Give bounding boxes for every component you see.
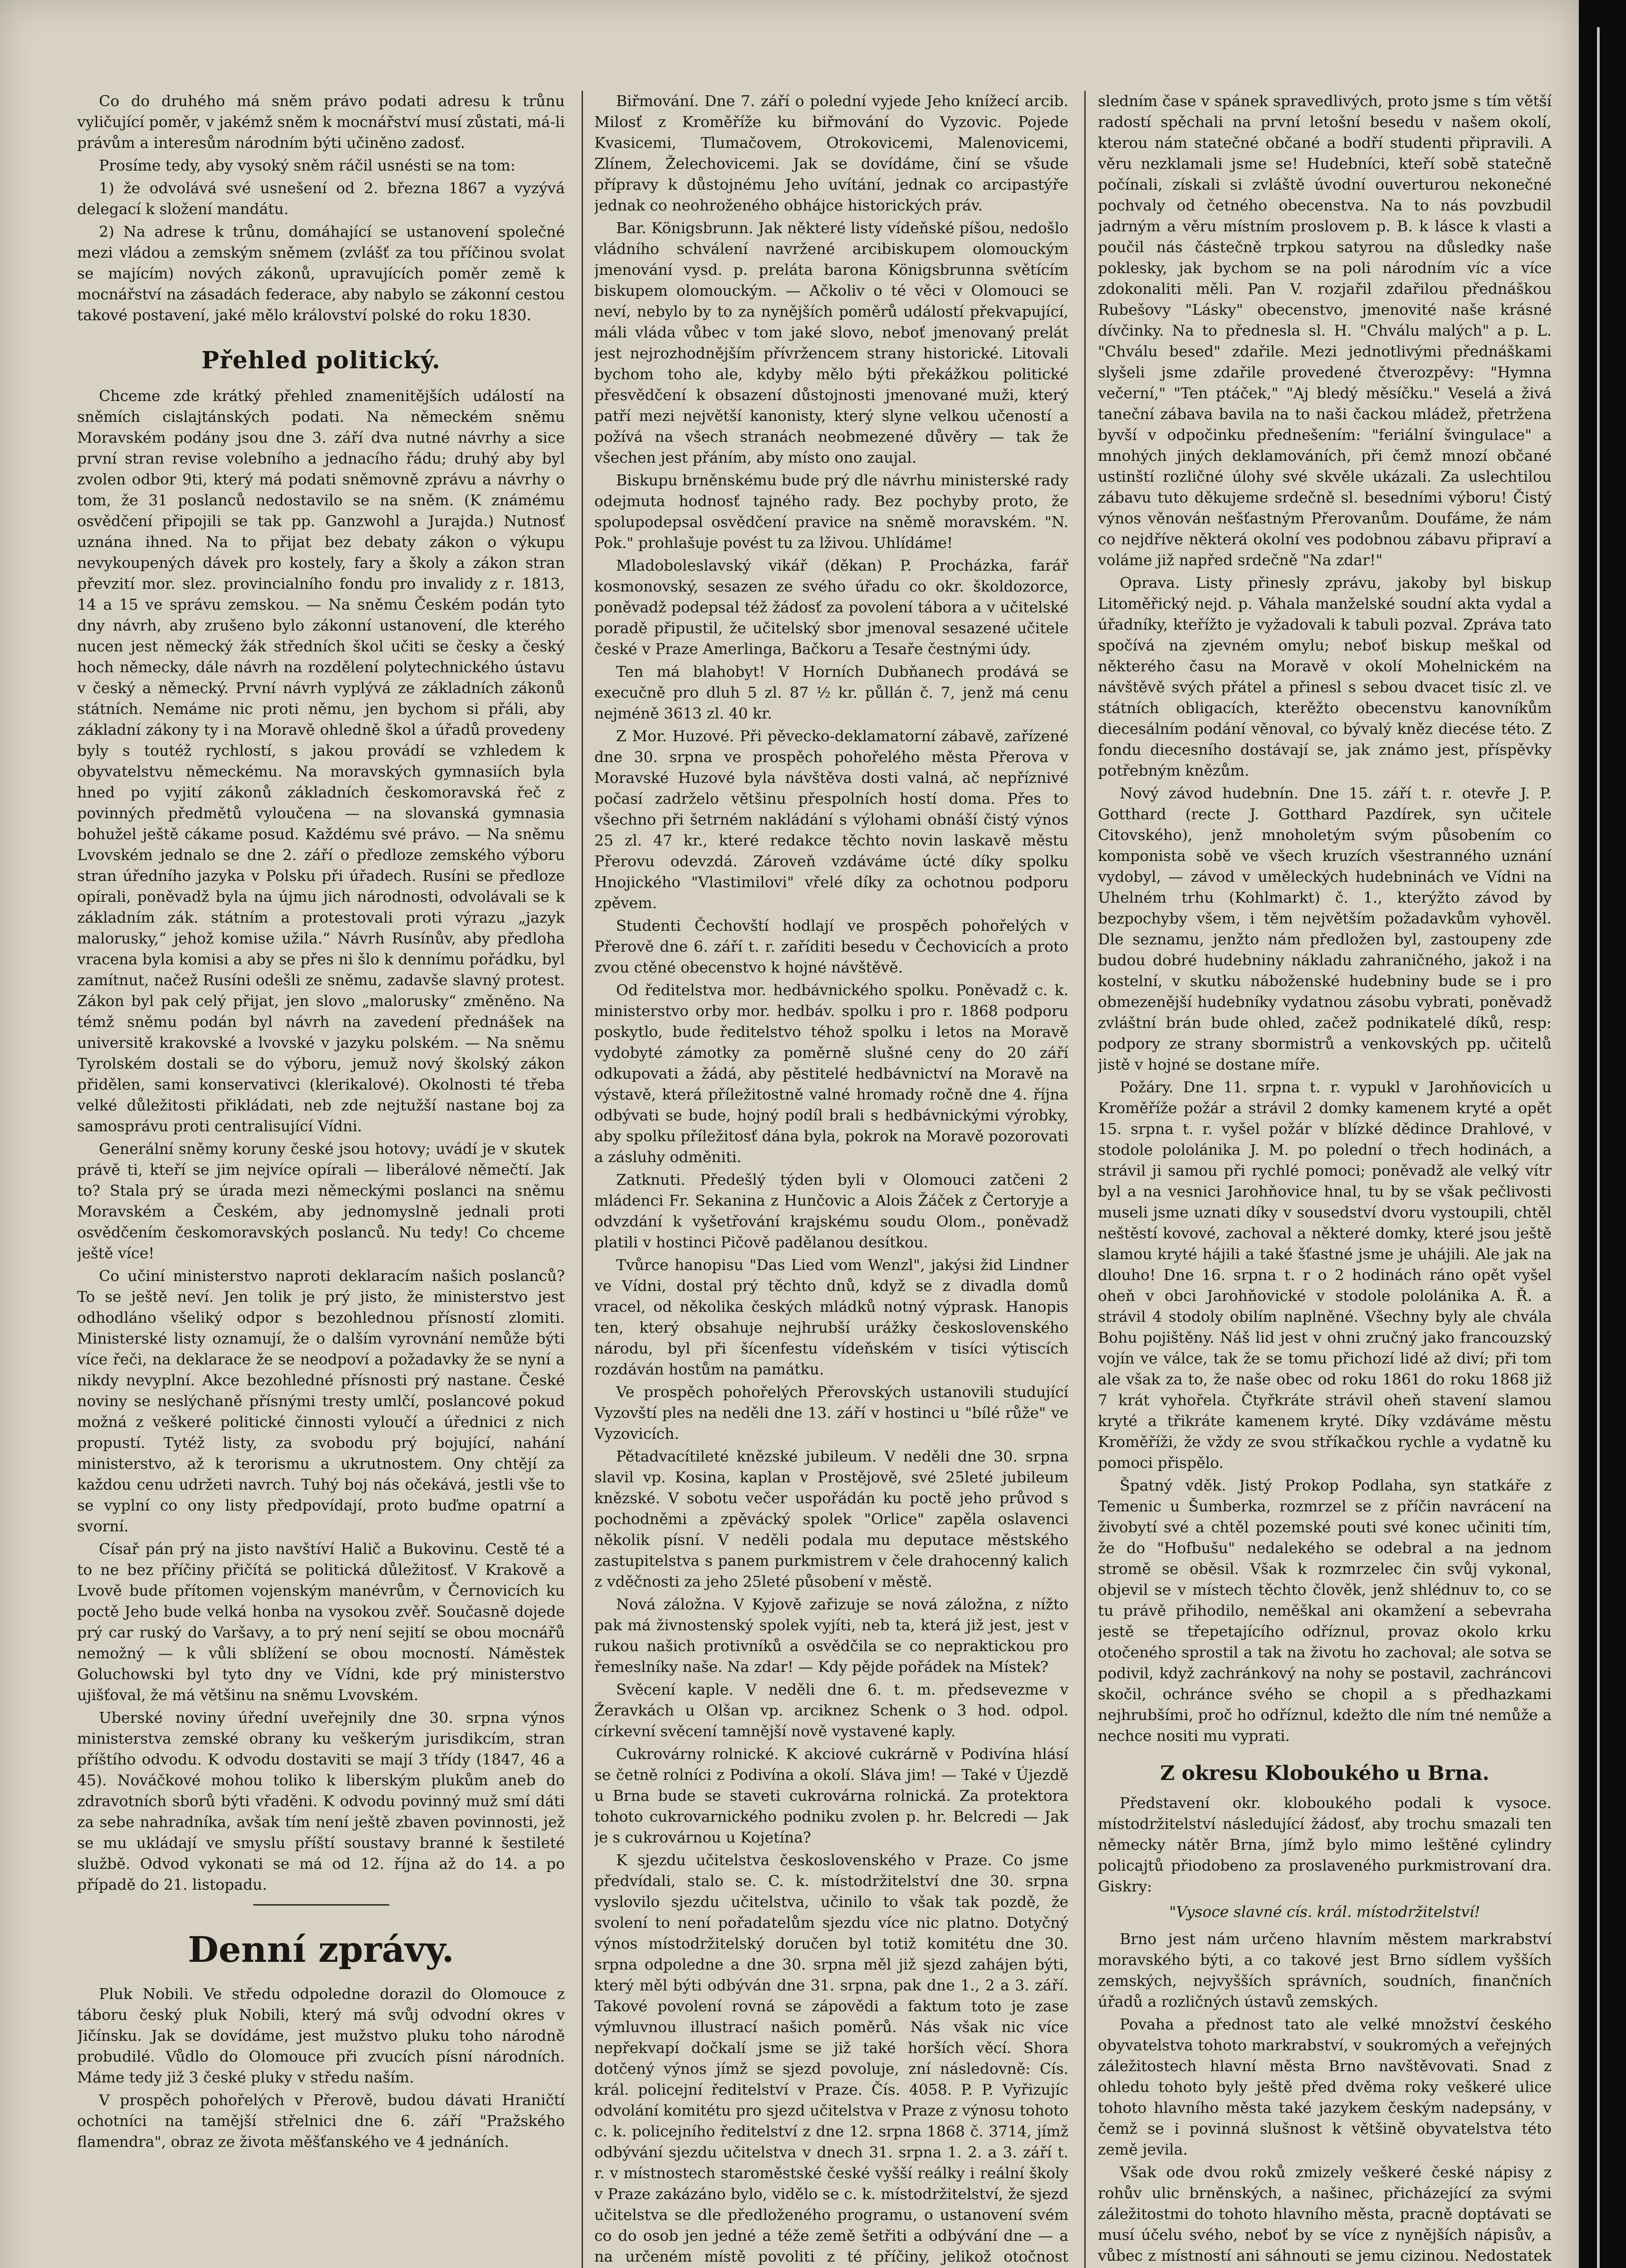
letter-salutation: "Vysoce slavné cís. král. místodržitelství! [1169,1903,1480,1921]
section-heading-okres-klobouky: Z okresu Kloboukého u Brna. [1160,1762,1489,1785]
paragraph: Prosíme tedy, aby vysoký sněm ráčil usnésti se na tom: [99,156,516,174]
column-left [77,91,565,2268]
section-heading-politicky: Přehled politický. [201,347,441,374]
separator-rule [253,1904,389,1906]
paragraph: Co do druhého má sněm právo podati adresu k trůnu vyličující poměr, v jakémž sněm k mocnářství musí zůstati, má-li právům a interesům národním býti učiněno zadosť. [77,92,565,152]
paragraph: Brno jest nám určeno hlavním městem markrabství moravského býti, a co takové jest Brno sídlem vyšších zemských, nejvyšších správních, soudních, finančních úřadů a rozličných ústavů zemských. [1098,1930,1552,2010]
paragraph: Císař pán prý na jisto navštíví Halič a Bukovinu. Cestě té a to ne bez příčiny přičítá se politická důležitosť. V Krakově a Lvově bude přítomen vojenským manévrům, v Černovicích ku poctě Jeho bude velká honba na vysokou zvěř. Současně dojede prý car ruský do Varšavy, a to prý není sejití se obou mocnářů nemožný — k vůli sblížení se obou mocností. Náměstek Goluchowski byl tyto dny ve Vídni, kde prý ministerstvo ujišťoval, že má většinu na sněmu Lvovském. [77,1540,565,1704]
paragraph: Uberské noviny úřední uveřejnily dne 30. srpna výnos ministerstva zemské obrany ku veškerým jurisdikcím, stran příštího odvodu. K odvodu dostaviti se mají 3 třídy (1847, 46 a 45). Nováčkové mohou toliko k liberským plukům aneb do zdravotních sborů býti vřaděni. K odvodu povinný muž smí dáti za sebe nahradníka, avšak tím není ještě zbaven povinnosti, jež se mu ukládají ve smyslu příští soustavy branné k šestileté službě. Odvod vykonati se má od 12. října až do 14. a po případě do 21. listopadu. [77,1709,565,1893]
news-item: Z Mor. Huzové. Při pěvecko-deklamatorní zábavě, zařízené dne 30. srpna ve prospěch pohořelého města Přerova v Moravské Huzové byla návštěva dosti valná, ač nepříznivé počasí zadrželo většinu přespolních hostí doma. Přes to všechno při šetrném nakládání s výlohami obnáší čistý výnos 25 zl. 47 kr., které redakce těchto novin laskavě městu Přerovu odevzdá. Zároveň vzdáváme úcté díky spolku Hnojického "Vlastimilovi" vřelé díky za ochotnou podporu zpěvem. [594,727,1068,912]
news-item: Bar. Königsbrunn. Jak některé listy vídeňské píšou, nedošlo vládního schválení navržené arcibiskupem olomouckým jmenování vysd. p. preláta barona Königsbrunna světícím biskupem olomouckým. — Ačkoliv o té věci v Olomouci se neví, nebylo by to za nynějších poměrů událostí překvapující, máli vláda vůbec v tom jaké slovo, neboť jmenovaný prelát jest nejrozhodnějším přívržencem strany historické. Litovali bychom toho ale, kdyby mělo býti překážkou politické přesvědčení k obsazení důstojnosti jmenované muži, který patří mezi největší kanonisty, který slyne velkou učeností a požívá na všech stranách neobmezené důvěry — tak že všechen jest přáním, aby místo ono zaujal. [594,219,1068,466]
column-right [1098,91,1552,2268]
section-heading-denni-zpravy: Denní zprávy. [188,1929,454,1970]
news-item: Ten má blahobyt! V Horních Dubňanech prodává se execučně pro dluh 5 zl. 87 ½ kr. půllán č. 7, jenž má cenu nejméně 3613 zl. 40 kr. [594,663,1068,722]
news-item: Pětadvacítileté knězské jubileum. V neděli dne 30. srpna slavil vp. Kosina, kaplan v Prostějově, své 25leté jubileum knězské. V sobotu večer uspořádán ku poctě jeho průvod s pochodněmi a zpěvácký spolek "Orlice" zapěla oslavenci několik písní. V neděli podala mu deputace městského zastupitelstva s panem purkmistrem v čele drahocenný kalich z vděčnosti za jeho 25leté působení v městě. [594,1447,1068,1590]
scan-border [1579,0,1626,2268]
scan-edge-strip [1597,27,1600,2268]
paragraph: Povaha a přednost tato ale velké množství českého obyvatelstva tohoto markrabství, v soukromých a veřejných záležitostech hlavní města Brno navštěvovati. Snad z ohledu tohoto byly ještě před dvěma roky veškeré ulice tohoto hlavního města také jazykem českým nadepsány, v čemž se i povinná slušnost k většině obyvatelstva této země jevila. [1098,2015,1552,2158]
news-item: Tvůrce hanopisu "Das Lied vom Wenzl", jakýsi žid Lindner ve Vídni, dostal prý těchto dnů, když se z divadla domů vracel, od několika českých mládků notný výprask. Hanopis ten, který obsahuje nejhrubší urážky československého národu, byl při šícenfestu vídeňském v tisíci výtiscích rozdáván hostům na památku. [594,1256,1068,1378]
news-item: Špatný vděk. Jistý Prokop Podlaha, syn statkáře z Temenic u Šumberka, rozmrzel se z příčin navrácení na živobytí své a chtěl pozemské pouti své konec učiniti tím, že do "Hofbušu" nedalekého se odebral a na jednom stromě se oběsil. Však k rozmrzelec čin svůj vykonal, objevil se v místech těchto člověk, jenž shlédnuv to, co se tu právě přihodilo, neměškal ani okamžení a sebevraha jestě se třepetajícího odříznul, provaz okolo krku otočeného sprostil a tak na životu ho zachoval; ale sotva se podivil, když zachránkový na nohy se postavil, zachráncovi skočil, ochránce svého se chopil a s předhazkami nejhrubšími, proč ho odříznul, kdežto dle ním tné nemůže a nechce nositi mu vyprati. [1098,1476,1552,1745]
column-divider [582,91,583,2268]
news-item: Nový závod hudebnín. Dne 15. září t. r. otevře J. P. Gotthard (recte J. Gotthard Pazdírek, syn učitele Citovského), jenž mnoholetým svým působením co komponista sobě ve všech kruzích všestranného uznání vydobyl, — závod v uměleckých hudebninách ve Vídni na Uhelném trhu (Kohlmarkt) č. 1., kterýžto závod by bezpochyby všem, i těm největším požadavkům vyhověl. Dle seznamu, jenžto nám předložen byl, zastoupeny zde budou dobré hudebniny nákladu zahraničného, jakož i na kostelní, v skutku náboženské hudebniny bude se i pro obmezenější hudebníky vydatnou zásobu vybrati, poněvadž zvláštní brán bude ohled, začež podnikatelé díků, resp: podpory ze strany sbormistrů a venkovských pp. učitelů jistě v hojné se dostane míře. [1098,784,1552,1073]
news-item: Oprava. Listy přinesly zprávu, jakoby byl biskup Litoměřický nejd. p. Váhala manželské soudní akta vydal a úřadníky, kteřížto je vyžadovali k tabuli pozval. Zpráva tato spočívá na zjevném omylu; neboť biskup meškal od některého času na Moravě v okolí Mohelnickém na návštěvě svých přátel a přinesl s sebou dvacet tisíc zl. ve státních obligacích, kterěžto obecenstvu kanovníkům diecesálním podání věnoval, co bývalý kněz diecése této. Z fondu diecesního dostávají se, jak známo jest, příspěvky potřebným knězům. [1098,574,1552,779]
news-item-continued: sledním čase v spánek spravedlivých, proto jsme s tím větší radostí spěchali na první letošní besedu v našem okolí, kterou nám statečné občané a bodří studenti připravili. A věru nezklamali jsme se! Hudebníci, kteří sobě statečně počínali, získali si zvláště úvodní ouverturou nekonečné pochvaly od četného obecenstva. Na to nás povzbudil jadrným a věru místním proslovem p. B. k lásce k vlasti a poučil nás částečně trpkou satyrou na důsledky naše poklesky, jak bychom se na poli národním víc a více zdokonaliti měli. Pan V. rozjařil zdařilou přednáškou Rubešovy "Lásky" obecenstvo, jmenovité naše krásné dívčinky. Na to přednesla sl. H. "Chválu malých" a p. L. "Chválu besed" zdařile. Mezi jednotlivými přednáškami slyšeli jsme zdařile provedené čtverozpěvy: "Hymna večerní," "Ten ptáček," "Aj bledý měsíčku." Veselá a živá taneční zábava bavila na to naši čackou mládež, přetržena byvší v odpočinku přednešením: "feriální švingulace" a mnohých jiných deklamováních, při čemž mnozí občané ustinští rozličné úlohy své skvěle ukázali. Za uslechtilou zábavu tuto děkujeme srdečně sl. besedními výboru! Čistý výnos věnován nešťastným Přerovanům. Doufáme, že nám co nejdříve některá okolní ves podobnou zábavu připraví a voláme již napřed srdečně "Na zdar!" [1098,92,1552,569]
news-item: Požáry. Dne 11. srpna t. r. vypukl v Jarohňovicích u Kroměříže požár a strávil 2 domky kamenem kryté a opět 15. srpna t. r. vyšel požár v blízké dědince Drahlové, v stodole pololánika J. M. po polední o třech hodinách, a strávil ji samou při rychlé pomoci; poněvadž ale velký vítr byl a na vesnici Jarohňovice hnal, tu by se však pečlivosti museli jsme uznati díky v sousedství dvoru vystoupili, chtěl neštěstí kovové, zachoval a některé domky, které jsou ještě slamou kryté hájili a také šťastné jsme je uhájili. Ale jak na dlouho! Dne 16. srpna t. r o 2 hodinách ráno opět vyšel oheň v obci Jarohňovické v stodole pololánika A. Ř. a strávil 4 stodoly obilím naplněné. Všechny byly ale chvála Bohu pojištěny. Náš lid jest v ohni zručný jako francouzský vojín ve válce, tak že se tomu přichozí lidé až diví; při tom ale však za to, že naše obec od roku 1861 do roku 1868 již 7 krát vyhořela. Čtyřkráte strávil oheň stavení slamou kryté a třikráte kamenem kryté. Díky vzdáváme městu Kroměříži, že vždy ze svou stříkačkou rychle a vydatně ku pomoci přispělo. [1098,1078,1552,1471]
news-item: Ve prospěch pohořelých Přerovských ustanovili studující Vyzovští ples na neděli dne 13. září v hostinci u "bílé růže" ve Vyzovicích. [594,1383,1068,1442]
news-item: K sjezdu učitelstva československého v Praze. Co jsme předvídali, stalo se. C. k. místodržitelství dne 30. srpna vyslovilo sjezdu učitelstva, učinilo to však tak pozdě, že svolení to není pořadatelům sjezdu více nic platno. Dotyčný výnos místodržitelský doručen byl totiž komitétu dne 30. srpna odpoledne a dne 30. srpna měl již sjezd zahájen býti, který měl býti odbýván dne 31. srpna, pak dne 1., 2 a 3. září. Takové povolení rovná se zápovědi a faktum toto je zase výmluvnou illustrací našich poměrů. Nás však nic více nepřekvapí dočkalí jsme se již také horších věcí. Shora dotčený výnos jímž se sjezd povoluje, zní následovně: Cís. král. policejní ředitelství v Praze. Čís. 4058. P. P. Vyřizujíc odvolání komitétu pro sjezd učitelstva v Praze z výnosu tohoto c. k. policejního ředitelství z dne 12. srpna 1868 č. 3714, jímž odbývání sjezdu učitelstva v dnech 31. srpna 1. 2. a 3. září t. r. v místnostech staroměstské české vyšší reálky i reální školy v Praze zakázáno bylo, vidělo se c. k. místodržitelství, že sjezd učitelstva se dle předloženého programu, o ustanovení svém co do osob jen jedné a téže země šetřiti a odbývání dne — a na určeném místě povoliti z té příčiny, jelikož otočnost [594,1851,1068,2265]
news-item: Nová záložna. V Kyjově zařizuje se nová záložna, z nížto pak má živnostenský spolek vyjíti, neb ta, která již jest, jest v rukou našich protivníků a osvědčila se co nepraktickou pro řemeslníky naše. Na zdar! — Kdy pějde pořádek na Místek? [594,1595,1068,1676]
news-item: Studenti Čechovští hodlají ve prospěch pohořelých v Přerově dne 6. září t. r. zaříditi besedu v Čechovicích a proto zvou ctěné obecenstvo k hojné návštěvě. [594,917,1068,976]
paragraph: 1) že odvolává své usnešení od 2. března 1867 a vyzývá delegací k složení mandátu. [77,179,565,218]
news-item: Svěcení kaple. V neděli dne 6. t. m. předsevezme v Žeravkách u Olšan vp. arciknez Schenk o 3 hod. odpol. církevní svěcení tamnější nově vystavené kaply. [594,1681,1068,1740]
paragraph: Generální sněmy koruny české jsou hotovy; uvádí je v skutek právě ti, kteří se jim nejvíce opírali — liberálové němečtí. Jak to? Stala prý se úrada mezi německými poslanci na sněmu Moravském a Českém, aby jednomyslně jednali proti osvědčením českomoravských poslanců. Nu tedy! Co chceme ještě více! [77,1140,565,1262]
news-item: Mladoboleslavský vikář (děkan) P. Procházka, farář kosmonovský, sesazen ze svého úřadu co okr. školdozorce, poněvadž podepsal též žádosť za povolení tábora a v učitelské poradě připustil, že učitelský sbor jmenoval sesazené učitele české v Praze Amerlinga, Bačkoru a Tesaře čestnými údy. [594,557,1068,658]
news-item: V prospěch pohořelých v Přerově, budou dávati Hraničtí ochotníci na tamější střelnici dne 6. září "Pražského flamendra", obraz ze života měšťanského ve 4 jednáních. [77,2091,565,2151]
news-item: Biřmování. Dne 7. září o polední vyjede Jeho knížecí arcib. Milosť z Kroměříže ku biřmování do Vyzovic. Pojede Kvasicemi, Tlumačovem, Otrokovicemi, Malenovicemi, Zlínem, Želechovicemi. Jak se dovídáme, činí se všude přípravy k důstojnému Jeho uvítání, jednak co arcipastýře jednak co neohroženého obhájce historických práv. [594,92,1068,214]
paragraph: Chceme zde krátký přehled znamenitějších událostí na sněmích cislajtánských podati. Na německém sněmu Moravském podány jsou dne 3. září dva nutné návrhy a sice první stran revise volebního a jednacího řádu; druhý aby byl zvolen odbor 9ti, který má podati sněmovně zprávu a návrhy o tom, že 31 poslanců nedostavilo se na sněm. (K známému osvědčení připojili se tak pp. Ganzwohl a Jurajda.) Nutnosť uznána ihned. Na to přijat bez debaty zákon o výkupu nevykoupených dávek pro kostely, fary a školy a zákon stran převzití mor. slez. provincialního fondu pro invalidy z r. 1813, 14 a 15 ve správu zemskou. — Na sněmu Českém podán tyto dny návrh, aby zrušeno bylo zákonní ustanovení, dle kterého nucen jest německý žák středních škol učiti se česky a český hoch německy, dále návrh na rozdělení polytechnického ústavu v český a německý. První návrh vyplývá ze základních zákonů státních. Nemáme nic proti němu, jen bychom si přáli, aby základní zákony ty i na Moravě ohledně škol a úřadů provedeny byly s toutéž rychlostí, s jakou provádí se vzhledem k obyvatelstvu německému. Na moravských gymnasiích byla hned po vyjití zákonů základních českomoravská řeč z povinných předmětů vyloučena — na slovanská gymnasia bohužel ještě cákame posud. Každému své právo. — Na sněmu Lvovském jednalo se dne 2. září o předloze zemského výboru stran úředního jazyka v Polsku při úřadech. Rusíni se předloze opírali, poněvadž byla na újmu jich národnosti, odvolávali se k základním zák. státním a protestovali proti výrazu „jazyk malorusky,“ jehož komise užila.“ Návrh Rusínův, aby předloha vracena byla komisi a aby se přes ni šlo k dennímu pořádku, byl zamítnut, načež Rusíni odešli ze sněmu, zadavše slavný protest. Zákon byl pak celý přijat, jen slovo „malorusky“ změněno. Na témž sněmu podán byl návrh na zavedení přednášek na universitě krakovské a lvovské v jazyku polském. — Na sněmu Tyrolském dostali se do výboru, jemuž nový školský zákon přidělen, sami konservativci (klerikalové). Okolnosti té třeba velké důležitosti přikládati, neb zde nejtužší nastane boj za samosprávu proti centralisující Vídni. [77,387,565,1135]
column-middle [594,91,1068,2268]
column-divider [1084,91,1086,2268]
paragraph: Představení okr. kloboukého podali k vysoce. místodržitelství následující žádosť, aby trochu smazali ten německy nátěr Brna, jímž bylo mimo leštěné cylindry policajtů přiodobeno za proslaveného purkmistrovaní dra. Giskry: [1098,1794,1552,1895]
news-item: Zatknuti. Předešlý týden byli v Olomouci zatčeni 2 mládenci Fr. Sekanina z Hunčovic a Alois Žáček z Čertoryje a odvzdání k vyšetřování krajskému soudu Olom., poněvadž platili v hostinci Pičově padělanou desítkou. [594,1171,1068,1251]
news-item: Od ředitelstva mor. hedbávnického spolku. Poněvadž c. k. ministerstvo orby mor. hedbáv. spolku i pro r. 1868 podporu poskytlo, bude ředitelstvo téhož spolku i letos na Moravě vydobyté zámotky za poměrně slušné ceny do 20 září odkupovati a žádá, aby pěstitelé hedbávnictví na Moravě na výstavě, která příležitostně valné hromady ročně dne 4. října odbývati se bude, hojný podíl brali s hedbávnickými výrobky, aby spolku příležitosť dána byla, pokrok na Moravě pozorovati a zásluhy odměniti. [594,981,1068,1166]
paragraph: 2) Na adrese k trůnu, domáhající se ustanovení společné mezi vládou a zemským sněmem (zvlášť za tou příčinou svolat se majícím) nových zákonů, upravujících poměr země k mocnářství na zásadách federace, aby nabylo se zákonní cestou takové postavení, jaké mělo království polské do roku 1830. [77,223,565,324]
paragraph: Co učiní ministerstvo naproti deklaracím našich poslanců? To se ještě neví. Jen tolik je prý jisto, že ministerstvo jest odhodláno všeliký odpor s bezohlednou přísností zlomiti. Ministerské listy oznamují, že o dalším vyrovnání nemůže býti více řeči, na deklarace že se neodpoví a požadavky že se nyní a nikdy nevyplní. Akce bezohledné přísnosti prý nastane. České noviny se neslýchaně přísnými tresty umlčí, poslancové pokud možná z veškeré politické činnosti vyloučí a úřednici z nich propustí. Tytéž listy, za svobodu prý bojující, nahání ministerstvo, až k terorismu a ukrutnostem. Ony chtějí za každou cenu udržeti navrch. Tuhý boj nás očekává, jestli vše to se vyplní co ony listy předpovídají, proto buďme opatrní a svorní. [77,1267,565,1535]
news-item: Cukrovárny rolnické. K akciové cukrárně v Podivína hlásí se četně rolníci z Podivína a okolí. Sláva jim! — Také v Újezdě u Brna bude se staveti cukrovárna rolnická. Za protektora tohoto cukrovarnického podniku zvolen p. hr. Belcredi — Jak je s cukrovárnou u Kojetína? [594,1745,1068,1846]
news-item: Pluk Nobili. Ve středu odpoledne dorazil do Olomouce z táboru český pluk Nobili, který má svůj odvodní okres v Jičínsku. Jak se dovídáme, jest mužstvo pluku toho národně probudilé. Vůdlo do Olomouce při zvucích písní národních. Máme tedy již 3 české pluky v středu naším. [77,1985,565,2086]
news-item: Biskupu brněnskému bude prý dle návrhu ministerské rady odejmuta hodnosť tajného rady. Bez pochyby proto, že spolupodepsal osvědčení pravice na sněmě moravském. "N. Pok." prohlašuje povést tu za lživou. Uhlídáme! [594,471,1068,552]
paragraph: Však ode dvou roků zmizely veškeré české nápisy z rohův ulic brněnských, a našinec, přicházející za svými záležitostmi do tohoto hlavního města, pracně doptávati se musí účelu svého, neboť by se více z nynějších nápisův, a vůbec z místností ani sáhnouti se jemu cizinou. Nedostatek [1098,2163,1552,2264]
